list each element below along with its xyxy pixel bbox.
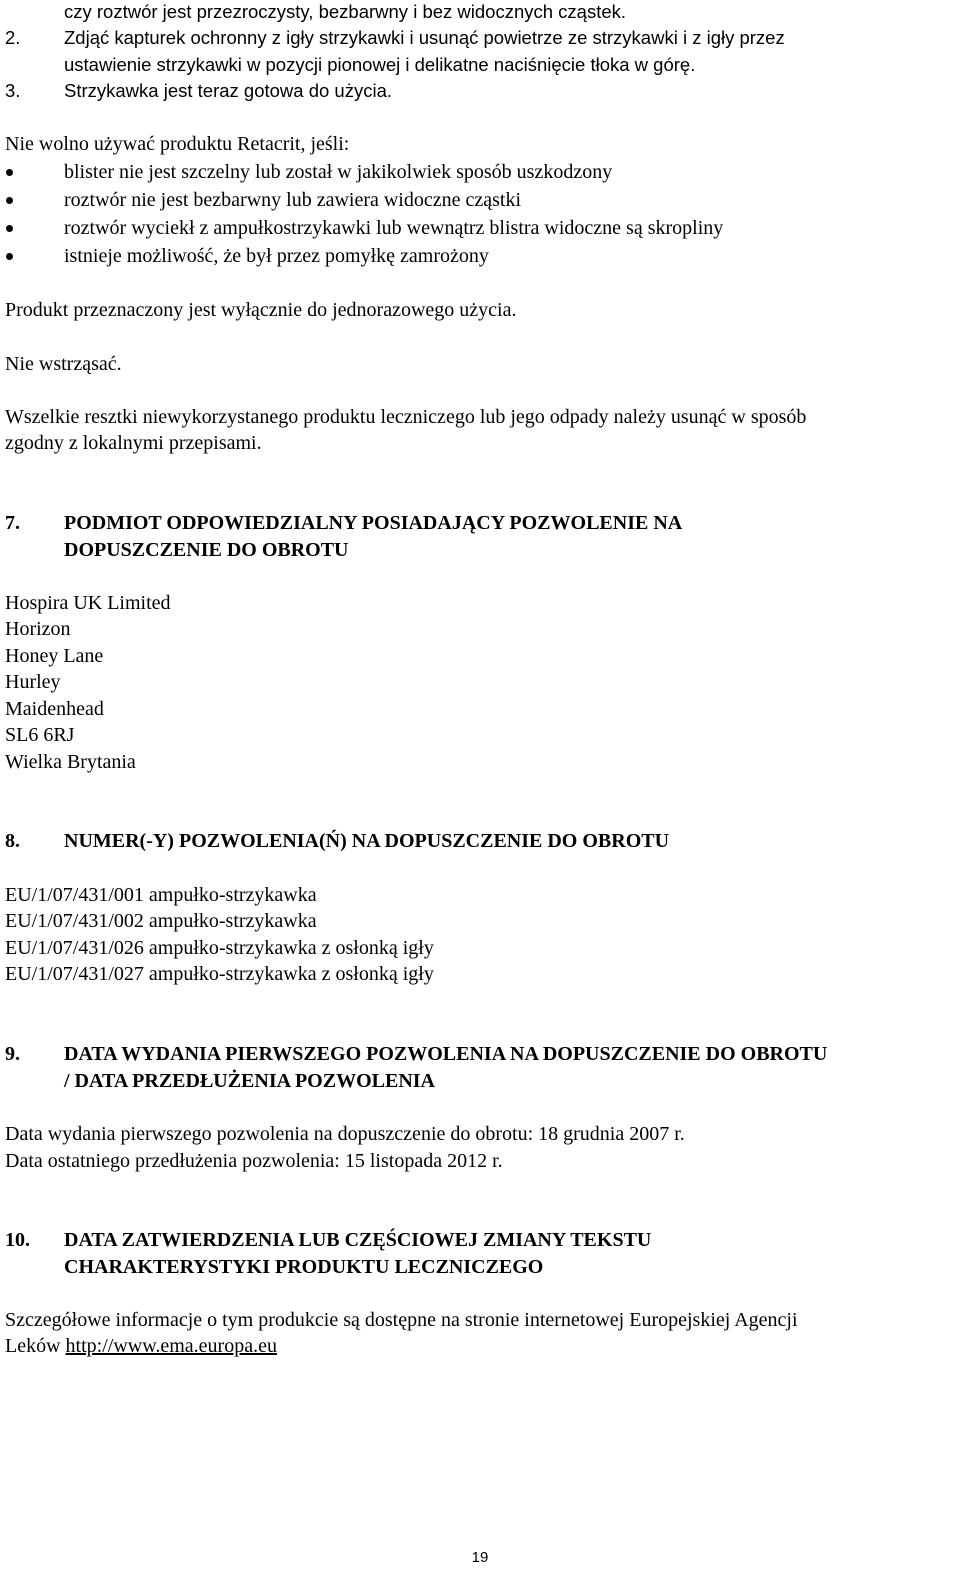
step1-text-tail: czy roztwór jest przezroczysty, bezbarwny i bez widocznych cząstek. — [64, 1, 627, 22]
bullet-icon — [6, 197, 13, 204]
section10-number: 10. — [5, 1229, 30, 1251]
authorisation-number: EU/1/07/431/002 ampułko-strzykawka — [5, 910, 317, 932]
step2-text-line2: ustawienie strzykawki w pozycji pionowej i delikatne naciśnięcie tłoka w górę. — [64, 54, 696, 75]
list-item-text: blister nie jest szczelny lub został w jakikolwiek sposób uszkodzony — [64, 161, 613, 183]
section7-number: 7. — [5, 512, 20, 534]
section8-number: 8. — [5, 830, 20, 852]
section9-title-line2: / DATA PRZEDŁUŻENIA POZWOLENIA — [64, 1070, 435, 1092]
authorisation-number: EU/1/07/431/001 ampułko-strzykawka — [5, 884, 317, 906]
ema-info-prefix: Leków — [5, 1335, 66, 1357]
ema-info-line2 — [5, 1334, 277, 1358]
section8-title: NUMER(-Y) POZWOLENIA(Ń) NA DOPUSZCZENIE DO OBROTU — [64, 830, 670, 852]
section9-title-line1: DATA WYDANIA PIERWSZEGO POZWOLENIA NA DOPUSZCZENIE DO OBROTU — [64, 1043, 828, 1065]
address-line: Honey Lane — [5, 645, 104, 667]
section10-title-line1: DATA ZATWIERDZENIA LUB CZĘŚCIOWEJ ZMIANY TEKSTU — [64, 1229, 652, 1251]
address-line: SL6 6RJ — [5, 724, 75, 746]
section7-title-line2: DOPUSZCZENIE DO OBROTU — [64, 539, 349, 561]
section10-title-line2: CHARAKTERYSTYKI PRODUKTU LECZNICZEGO — [64, 1256, 544, 1278]
bullet-icon — [6, 253, 13, 260]
restrictions-intro: Nie wolno używać produktu Retacrit, jeśli: — [5, 133, 350, 155]
no-shake-note: Nie wstrząsać. — [5, 353, 122, 375]
disposal-note-line2: zgodny z lokalnymi przepisami. — [5, 432, 262, 454]
step3-text: Strzykawka jest teraz gotowa do użycia. — [64, 80, 393, 101]
ema-website-link[interactable]: http://www.ema.europa.eu — [65, 1335, 277, 1357]
first-issue-date: Data wydania pierwszego pozwolenia na dopuszczenie do obrotu: 18 grudnia 2007 r. — [5, 1123, 685, 1145]
list-item-text: roztwór nie jest bezbarwny lub zawiera widoczne cząstki — [64, 189, 522, 211]
address-line: Wielka Brytania — [5, 751, 136, 773]
authorisation-number: EU/1/07/431/026 ampułko-strzykawka z osłonką igły — [5, 937, 434, 959]
step2-text-line1: Zdjąć kapturek ochronny z igły strzykawki i usunąć powietrze ze strzykawki i z igły przez — [64, 27, 785, 48]
renewal-date: Data ostatniego przedłużenia pozwolenia: 15 listopada 2012 r. — [5, 1150, 503, 1172]
address-line: Hurley — [5, 671, 61, 693]
section7-title-line1: PODMIOT ODPOWIEDZIALNY POSIADAJĄCY POZWOLENIE NA — [64, 512, 683, 534]
list-item-text: roztwór wyciekł z ampułkostrzykawki lub wewnątrz blistra widoczne są skropliny — [64, 217, 724, 239]
step3-number: 3. — [5, 80, 21, 101]
ema-info-line1: Szczegółowe informacje o tym produkcie są dostępne na stronie internetowej Europejskiej Agencji — [5, 1309, 798, 1331]
bullet-icon — [6, 169, 13, 176]
authorisation-number: EU/1/07/431/027 ampułko-strzykawka z osłonką igły — [5, 963, 434, 985]
section9-number: 9. — [5, 1043, 20, 1065]
step2-number: 2. — [5, 27, 21, 48]
bullet-icon — [6, 225, 13, 232]
page-number: 19 — [471, 1549, 489, 1566]
single-use-note: Produkt przeznaczony jest wyłącznie do jednorazowego użycia. — [5, 299, 517, 321]
address-line: Maidenhead — [5, 698, 104, 720]
list-item-text: istnieje możliwość, że był przez pomyłkę zamrożony — [64, 245, 489, 267]
address-line: Hospira UK Limited — [5, 592, 171, 614]
disposal-note-line1: Wszelkie resztki niewykorzystanego produktu leczniczego lub jego odpady należy usunąć w sposób — [5, 406, 807, 428]
address-line: Horizon — [5, 618, 71, 640]
